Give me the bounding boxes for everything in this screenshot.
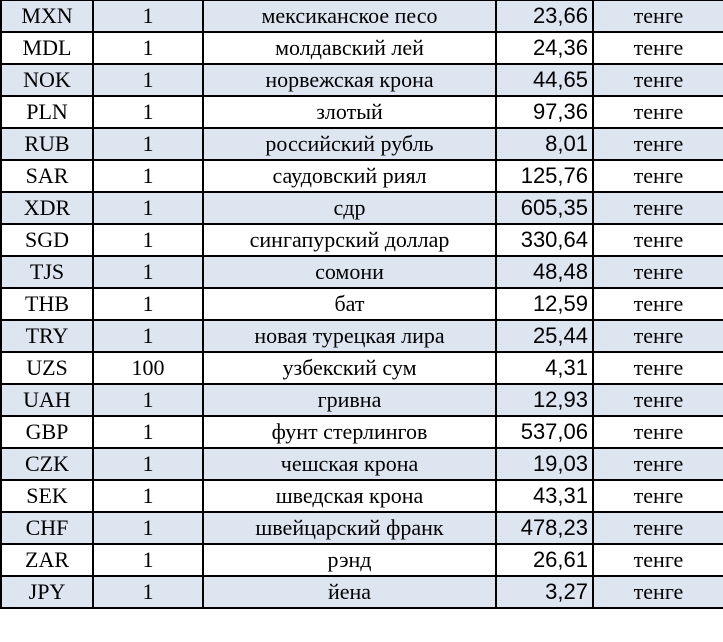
nominal-amount: 1 — [93, 64, 203, 96]
rate-unit: тенге — [593, 544, 723, 576]
currency-name: молдавский лей — [203, 32, 496, 64]
rate-unit: тенге — [593, 64, 723, 96]
exchange-rate: 125,76 — [496, 160, 593, 192]
exchange-rate: 4,31 — [496, 352, 593, 384]
currency-name: норвежская крона — [203, 64, 496, 96]
table-row — [1, 256, 723, 288]
rate-unit: тенге — [593, 576, 723, 608]
nominal-amount: 1 — [93, 576, 203, 608]
exchange-rate: 605,35 — [496, 192, 593, 224]
nominal-amount: 1 — [93, 224, 203, 256]
exchange-rate: 26,61 — [496, 544, 593, 576]
nominal-amount: 1 — [93, 480, 203, 512]
exchange-rate: 44,65 — [496, 64, 593, 96]
currency-name: мексиканское песо — [203, 0, 496, 32]
currency-name: рэнд — [203, 544, 496, 576]
currency-code: ZAR — [1, 544, 93, 576]
rate-unit: тенге — [593, 128, 723, 160]
currency-code: SAR — [1, 160, 93, 192]
table-row — [1, 96, 723, 128]
table-row — [1, 512, 723, 544]
currency-name: саудовский риял — [203, 160, 496, 192]
nominal-amount: 1 — [93, 192, 203, 224]
table-row — [1, 576, 723, 608]
nominal-amount: 1 — [93, 256, 203, 288]
currency-name: сдр — [203, 192, 496, 224]
rate-unit: тенге — [593, 160, 723, 192]
exchange-rate: 43,31 — [496, 480, 593, 512]
nominal-amount: 1 — [93, 288, 203, 320]
table-row — [1, 64, 723, 96]
currency-name: российский рубль — [203, 128, 496, 160]
currency-code: MXN — [1, 0, 93, 32]
currency-code: UAH — [1, 384, 93, 416]
table-row — [1, 352, 723, 384]
table-row — [1, 192, 723, 224]
currency-name: сомони — [203, 256, 496, 288]
exchange-rate: 478,23 — [496, 512, 593, 544]
table-row — [1, 416, 723, 448]
nominal-amount: 1 — [93, 0, 203, 32]
currency-code: UZS — [1, 352, 93, 384]
table-row — [1, 448, 723, 480]
rate-unit: тенге — [593, 224, 723, 256]
currency-name: новая турецкая лира — [203, 320, 496, 352]
table-row — [1, 160, 723, 192]
exchange-rate: 19,03 — [496, 448, 593, 480]
exchange-rate: 12,93 — [496, 384, 593, 416]
table-row — [1, 32, 723, 64]
currency-code: CHF — [1, 512, 93, 544]
table-row — [1, 224, 723, 256]
rate-unit: тенге — [593, 352, 723, 384]
rate-unit: тенге — [593, 256, 723, 288]
currency-name: чешская крона — [203, 448, 496, 480]
rate-unit: тенге — [593, 96, 723, 128]
currency-code: PLN — [1, 96, 93, 128]
rate-unit: тенге — [593, 448, 723, 480]
currency-name: йена — [203, 576, 496, 608]
table-row — [1, 384, 723, 416]
currency-code: NOK — [1, 64, 93, 96]
table-row — [1, 320, 723, 352]
currency-code: TRY — [1, 320, 93, 352]
rate-unit: тенге — [593, 512, 723, 544]
exchange-rate: 97,36 — [496, 96, 593, 128]
rate-unit: тенге — [593, 320, 723, 352]
rate-unit: тенге — [593, 416, 723, 448]
currency-code: SGD — [1, 224, 93, 256]
rate-unit: тенге — [593, 192, 723, 224]
table-row — [1, 544, 723, 576]
currency-code: THB — [1, 288, 93, 320]
exchange-rate: 537,06 — [496, 416, 593, 448]
currency-code: GBP — [1, 416, 93, 448]
currency-code: SEK — [1, 480, 93, 512]
currency-code: CZK — [1, 448, 93, 480]
exchange-rate: 8,01 — [496, 128, 593, 160]
exchange-rate: 24,36 — [496, 32, 593, 64]
exchange-rate: 23,66 — [496, 0, 593, 32]
nominal-amount: 1 — [93, 32, 203, 64]
currency-name: бат — [203, 288, 496, 320]
currency-code: JPY — [1, 576, 93, 608]
nominal-amount: 1 — [93, 448, 203, 480]
nominal-amount: 100 — [93, 352, 203, 384]
exchange-rate: 25,44 — [496, 320, 593, 352]
currency-name: сингапурский доллар — [203, 224, 496, 256]
exchange-rate: 3,27 — [496, 576, 593, 608]
currency-name: шведская крона — [203, 480, 496, 512]
exchange-rate: 48,48 — [496, 256, 593, 288]
exchange-rate: 330,64 — [496, 224, 593, 256]
table-row — [1, 0, 723, 32]
nominal-amount: 1 — [93, 320, 203, 352]
rate-unit: тенге — [593, 0, 723, 32]
nominal-amount: 1 — [93, 512, 203, 544]
currency-code: RUB — [1, 128, 93, 160]
rate-unit: тенге — [593, 480, 723, 512]
currency-name: фунт стерлингов — [203, 416, 496, 448]
table-row — [1, 480, 723, 512]
table-row — [1, 288, 723, 320]
nominal-amount: 1 — [93, 544, 203, 576]
currency-name: швейцарский франк — [203, 512, 496, 544]
currency-code: MDL — [1, 32, 93, 64]
nominal-amount: 1 — [93, 128, 203, 160]
currency-code: XDR — [1, 192, 93, 224]
currency-name: злотый — [203, 96, 496, 128]
rate-unit: тенге — [593, 288, 723, 320]
nominal-amount: 1 — [93, 384, 203, 416]
rate-table-body — [1, 0, 723, 608]
nominal-amount: 1 — [93, 160, 203, 192]
currency-name: узбекский сум — [203, 352, 496, 384]
nominal-amount: 1 — [93, 416, 203, 448]
nominal-amount: 1 — [93, 96, 203, 128]
currency-code: TJS — [1, 256, 93, 288]
rate-unit: тенге — [593, 384, 723, 416]
exchange-rate: 12,59 — [496, 288, 593, 320]
table-row — [1, 128, 723, 160]
rate-unit: тенге — [593, 32, 723, 64]
currency-name: гривна — [203, 384, 496, 416]
